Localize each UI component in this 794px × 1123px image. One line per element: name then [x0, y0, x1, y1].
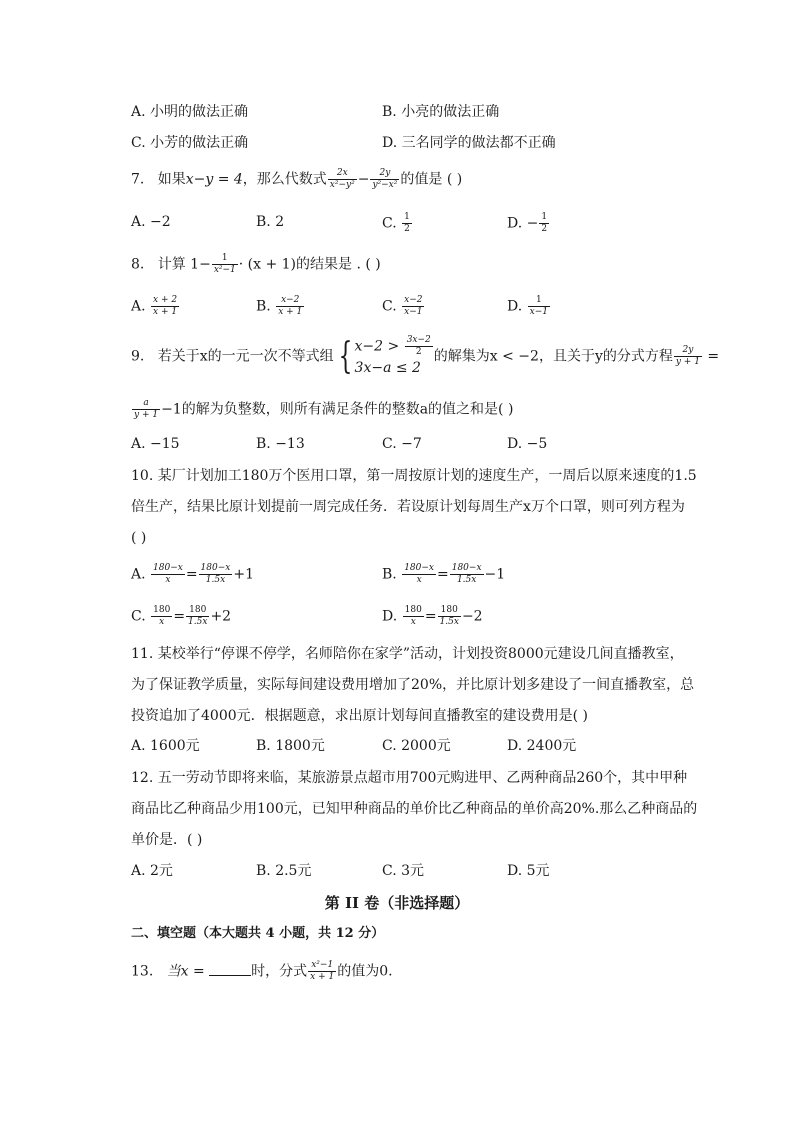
q6-option-c: C. 小芳的做法正确 [131, 135, 249, 151]
q9-inequality-system: x−2 > $\frac{3x-2}{2}$ 3x−a ≤ 2 [354, 335, 431, 376]
q7-option-b: B. 2 [256, 214, 285, 230]
q12-option-c: C. 3元 [382, 863, 425, 879]
q10-line-1: 10. 某厂计划加工180万个医用口罩，第一周按原计划的速度生产，一周后以原来速度的1.5 [131, 468, 697, 484]
q7-option-c: C. $\frac{1}{2}$ [382, 212, 410, 234]
q6-option-d: D. 三名同学的做法都不正确 [382, 135, 556, 151]
question-8: 8. 计算 1− $\frac{1}{\text{x²−1}}$ · (x + 1)的结果是 . ( ) [131, 253, 381, 275]
q11-option-c: C. 2000元 [382, 738, 451, 754]
q13-fraction: $\frac{\text{x²−1}}{x + 1}$ [310, 960, 335, 982]
q9-equation-lhs: $\frac{2y}{y + 1}$ [675, 345, 700, 367]
q8-option-d: D. $\frac{1}{x-1}$ [507, 295, 548, 317]
q10-option-b: B. $\frac{180-x}{x}$ = $\frac{180-x}{1.5x}$ −1 [382, 563, 506, 585]
q11-option-a: A. 1600元 [131, 738, 200, 754]
q11-line-2: 为了保证教学质量，实际每间建设费用增加了20%，并比原计划多建设了一间直播教室，总 [131, 677, 695, 693]
q12-option-b: B. 2.5元 [256, 863, 312, 879]
q8-option-b: B. $\frac{x-2}{x + 1}$ [256, 295, 303, 317]
question-9-line-2: $\frac{a}{y + 1}$ −1的解为负整数，则所有满足条件的整数a的值之和是( ) [134, 398, 514, 420]
part-2-title: 第 II 卷（非选择题） [324, 894, 470, 912]
q10-option-d: D. $\frac{180}{x}$ = $\frac{180}{1.5x}$ −2 [382, 605, 483, 627]
q9-option-d: D. −5 [507, 436, 548, 452]
question-9: 9. 若关于x的一元一次不等式组 { x−2 > $\frac{3x-2}{2}$ 3x−a ≤ 2 的解集为x < −2，且关于y的分式方程 $\frac{2y}{y + 1}$ = [131, 335, 720, 377]
q7-number: 7. [131, 171, 145, 188]
q9-option-b: B. −13 [256, 436, 305, 452]
q11-line-1: 11. 某校举行“停课不停学，名师陪你在家学”活动，计划投资8000元建设几间直播教室， [131, 646, 684, 662]
q9-brace: { [338, 335, 352, 377]
q10-line-3: ( ) [131, 530, 147, 546]
q9-option-c: C. −7 [382, 436, 422, 452]
section-2-title: 二、填空题（本大题共 4 小题，共 12 分） [131, 926, 385, 941]
q10-option-c: C. $\frac{180}{x}$ = $\frac{180}{1.5x}$ +2 [131, 605, 232, 627]
q7-fraction-1: $\frac{2x}{\text{x²−y²}}$ [329, 168, 355, 190]
question-13: 13. 当x = 时，分式 $\frac{\text{x²−1}}{x + 1}$ 的值为0. [131, 960, 393, 982]
q6-option-a: A. 小明的做法正确 [131, 104, 249, 120]
q12-line-2: 商品比乙种商品少用100元，已知甲种商品的单价比乙种商品的单价高20%.那么乙种商品的 [131, 801, 698, 817]
q8-option-a: A. $\frac{x + 2}{x + 1}$ [131, 295, 178, 317]
q10-option-a: A. $\frac{180-x}{x}$ = $\frac{180-x}{1.5x}$ +1 [131, 563, 254, 585]
q9-option-a: A. −15 [131, 436, 180, 452]
q12-option-d: D. 5元 [507, 863, 550, 879]
q7-fraction-2: $\frac{2y}{\text{y²−x²}}$ [372, 168, 398, 190]
q11-option-b: B. 1800元 [256, 738, 325, 754]
q13-answer-blank[interactable] [209, 961, 251, 976]
q12-line-3: 单价是．( ) [131, 832, 203, 848]
question-7: 7. 如果x−y = 4，那么代数式 $\frac{2x}{\text{x²−y²}}$ − $\frac{2y}{\text{y²−x²}}$ 的值是 ( ) [131, 168, 463, 190]
q6-option-b: B. 小亮的做法正确 [382, 104, 500, 120]
q11-option-d: D. 2400元 [507, 738, 577, 754]
q9-equation-rhs: $\frac{a}{y + 1}$ [134, 398, 159, 420]
q8-number: 8. [131, 256, 145, 273]
q8-fraction: $\frac{1}{\text{x²−1}}$ [213, 253, 236, 275]
q13-number: 13. [131, 963, 154, 980]
q7-option-a: A. −2 [131, 214, 171, 230]
q8-option-c: C. $\frac{x-2}{x-1}$ [382, 295, 423, 317]
q10-line-2: 倍生产，结果比原计划提前一周完成任务．若设原计划每周生产x万个口罩，则可列方程为 [131, 499, 685, 515]
q12-line-1: 12. 五一劳动节即将来临，某旅游景点超市用700元购进甲、乙两种商品260个，其中甲种 [131, 770, 688, 786]
q12-option-a: A. 2元 [131, 863, 173, 879]
q11-line-3: 投资追加了4000元．根据题意，求出原计划每间直播教室的建设费用是( ) [131, 708, 589, 724]
q7-option-d: D. − $\frac{1}{2}$ [507, 212, 548, 234]
q9-number: 9. [131, 348, 145, 365]
